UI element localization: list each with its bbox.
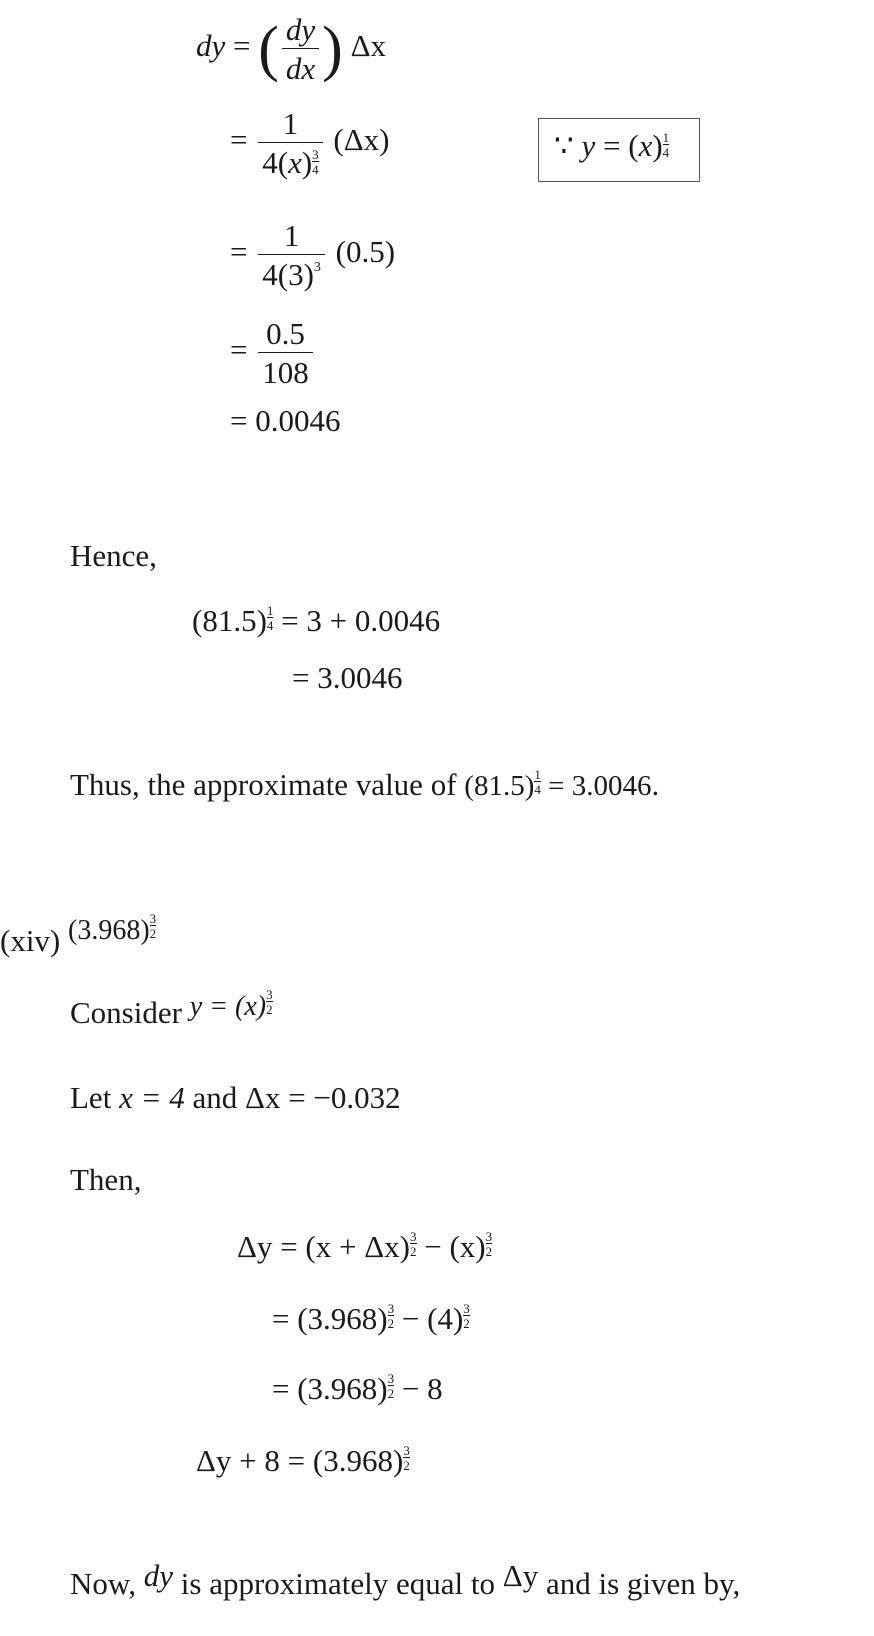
thus-sentence: Thus, the approximate value of (81.5) $\frac{1}{4}$ = 3.0046. [70,767,660,802]
then-label: Then, [70,1162,142,1197]
consider-line: Consider y = (x) $\frac{3}{2}$ [70,987,273,1030]
derivative-fraction: $\frac{dy}{dx}$ [282,14,319,84]
since-note: ∵ y = (x) $\frac{1}{4}$ [554,128,670,163]
hence-label: Hence, [70,538,157,573]
fraction-one-over-four-x: 1 4(x) $\frac{3}{4}$ [258,108,322,178]
let-line: Let x = 4 and Δx = −0.032 [70,1080,401,1115]
eq-delta-y-3: = (3.968) $\frac{3}{2}$ − 8 [272,1371,443,1406]
eq-delta-y-4: Δy + 8 = (3.968) $\frac{3}{2}$ [196,1443,410,1478]
eq-hence-1: (81.5) $\frac{1}{4}$ = 3 + 0.0046 [192,603,441,638]
eq-step-2: = 1 4(x) $\frac{3}{4}$ (Δx) [230,106,390,180]
fraction-one-over-four-three-cubed: $\frac{1}{4(3)3}$ [258,220,325,290]
eq-step-5: = 0.0046 [230,403,341,438]
eq-dy-derivative: dy = ( $\frac{dy}{dx}$ ) Δx [196,12,387,86]
fraction-half-over-108: $\frac{0.5}{108}$ [258,318,313,388]
eq-hence-2: = 3.0046 [292,660,403,695]
eq-delta-y-2: = (3.968) $\frac{3}{2}$ − (4) $\frac{3}{2}$ [272,1301,470,1336]
eq-step-3: = $\frac{1}{4(3)3}$ (0.5) [230,218,396,292]
now-sentence: Now, dy is approximately equal to Δy and is given by, [70,1558,741,1601]
eq-step-4: = $\frac{0.5}{108}$ [230,318,316,388]
part-xiv-heading: (xiv) (3.968) $\frac{3}{2}$ [0,911,157,958]
eq-delta-y-1: Δy = (x + Δx) $\frac{3}{2}$ − (x) $\frac{3}{2}$ [237,1229,493,1264]
